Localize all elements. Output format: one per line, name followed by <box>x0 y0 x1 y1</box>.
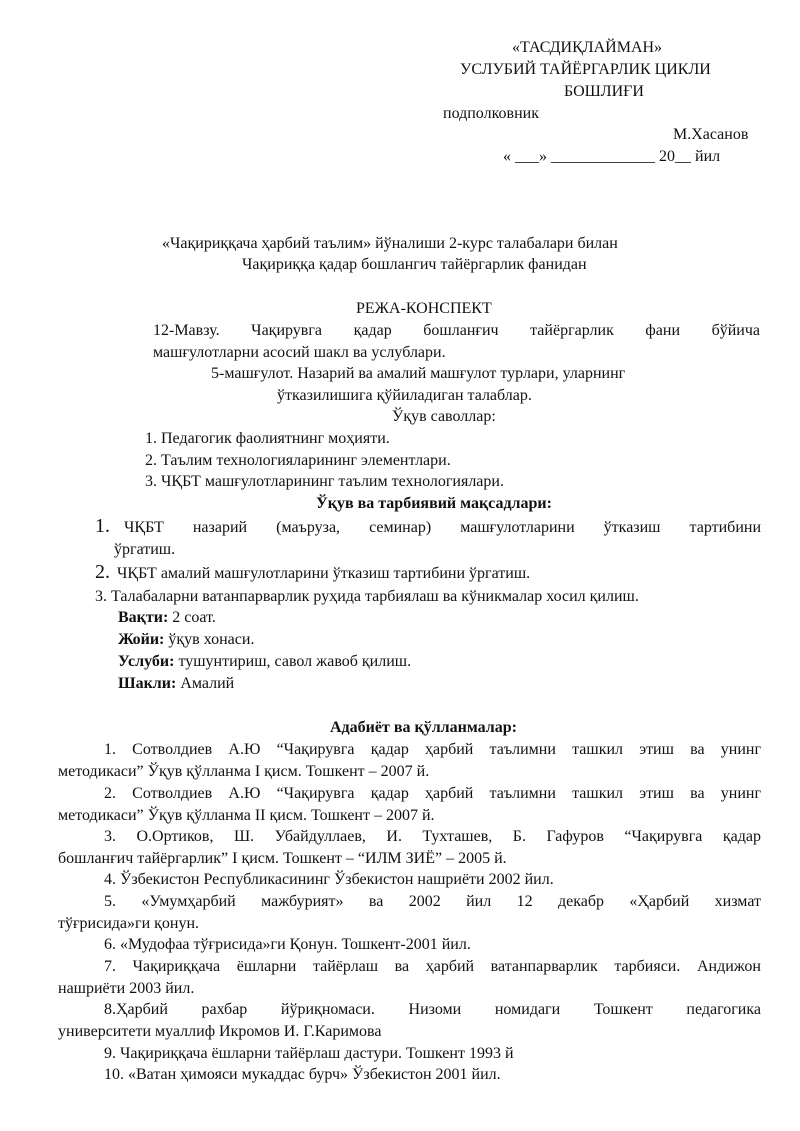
detail-time <box>118 607 216 629</box>
goal-2-text: ЧҚБТ амалий машғулотларини ўтказиш тартибини ўргатиш. <box>117 565 531 582</box>
intro-line2: Чақириққа қадар бошлангич тайёргарлик фанидан <box>242 256 587 273</box>
goal-1-line1: ЧҚБТ назарий (маъруза, семинар) машғулотларини ўтказиш тартибини <box>124 519 761 536</box>
approval-rank: подполковник <box>443 105 539 122</box>
topic-line1: 12-Мавзу. Чақирувга қадар бошланғич тайёргарлик фани бўйича <box>153 322 760 339</box>
plan-title: РЕЖА-КОНСПЕКТ <box>356 300 492 317</box>
approval-date: « ___» _____________ 20__ йил <box>503 148 721 165</box>
goal-1-number: 1. <box>95 515 110 537</box>
questions-title: Ўқув саволлар: <box>392 408 496 425</box>
literature-item-7-line2: нашриёти 2003 йил. <box>58 980 195 997</box>
goals-title: Ўқув ва тарбиявий мақсадлари: <box>316 495 552 512</box>
detail-form <box>118 673 234 695</box>
detail-method <box>118 651 411 673</box>
approval-position-line1: УСЛУБИЙ ТАЙЁРГАРЛИК ЦИКЛИ <box>460 61 711 78</box>
literature-item-10: 10. «Ватан ҳимояси мукаддас бурч» Ўзбекистон 2001 йил. <box>104 1066 501 1083</box>
detail-value: 2 соат. <box>168 609 216 626</box>
approval-position-line2: БОШЛИҒИ <box>564 83 644 100</box>
goal-3-text: 3. Талабаларни ватанпарварлик руҳида тарбиялаш ва кўникмалар хосил қилиш. <box>95 588 639 605</box>
lesson-line1: 5-машғулот. Назарий ва амалий машғулот турлари, уларнинг <box>211 365 626 382</box>
literature-item-9: 9. Чақириққача ёшларни тайёрлаш дастури. Тошкент 1993 й <box>104 1045 514 1062</box>
lesson-line2: ўтказилишига қўйиладиган талаблар. <box>277 387 532 404</box>
literature-item-8-line1: 8.Ҳарбий рахбар йўриқномаси. Низоми номидаги Тошкент педагогика <box>104 1001 761 1018</box>
literature-item-5-line1: 5. «Умумҳарбий мажбурият» ва 2002 йил 12 декабр «Ҳарбий хизмат <box>104 893 761 910</box>
question-item: 3. ЧҚБТ машғулотларининг таълим технологиялари. <box>145 473 504 490</box>
literature-item-3-line2: бошланғич тайёргарлик” I қисм. Тошкент – “ИЛМ ЗИЁ” – 2005 й. <box>58 850 507 867</box>
literature-item-1-line1: 1. Сотволдиев А.Ю “Чақирувга қадар ҳарбий таълимни ташкил этиш ва унинг <box>104 741 761 758</box>
goal-2-number: 2. <box>95 561 110 583</box>
literature-item-5-line2: тўғрисида»ги қонун. <box>58 915 200 932</box>
literature-item-2-line2: методикаси” Ўқув қўлланма II қисм. Тошкент – 2007 й. <box>58 807 435 824</box>
goal-1-line2: ўргатиш. <box>114 541 176 558</box>
detail-value: ўқув хонаси. <box>164 631 255 648</box>
question-item: 2. Таълим технологияларининг элементлари. <box>145 452 451 469</box>
approval-title: «ТАСДИҚЛАЙМАН» <box>512 39 663 56</box>
detail-label: Вақти: <box>118 609 169 626</box>
literature-item-2-line1: 2. Сотволдиев А.Ю “Чақирувга қадар ҳарбий таълимни ташкил этиш ва унинг <box>104 785 761 802</box>
question-item: 1. Педагогик фаолиятнинг моҳияти. <box>145 430 390 447</box>
detail-value: Амалий <box>176 675 235 692</box>
detail-label: Шакли: <box>118 675 177 692</box>
literature-item-6: 6. «Мудофаа тўғрисида»ги Қонун. Тошкент-2001 йил. <box>104 936 471 953</box>
intro-line1: «Чақириққача ҳарбий таълим» йўналиши 2-курс талабалари билан <box>162 235 618 252</box>
literature-item-1-line2: методикаси” Ўқув қўлланма I қисм. Тошкент – 2007 й. <box>58 763 430 780</box>
approval-name: М.Хасанов <box>673 126 749 143</box>
detail-label: Услуби: <box>118 653 175 670</box>
topic-line2: машғулотларни асосий шакл ва услублари. <box>153 344 446 361</box>
literature-item-3-line1: 3. О.Ортиков, Ш. Убайдуллаев, И. Тухташев, Б. Гафуров “Чақирувга қадар <box>104 828 761 845</box>
detail-place <box>118 629 254 651</box>
detail-value: тушунтириш, савол жавоб қилиш. <box>174 653 412 670</box>
detail-label: Жойи: <box>118 631 165 648</box>
literature-title: Адабиёт ва қўлланмалар: <box>330 719 517 736</box>
literature-item-7-line1: 7. Чақириққача ёшларни тайёрлаш ва ҳарбий ватанпарварлик тарбияси. Андижон <box>104 958 761 975</box>
literature-item-8-line2: университети муаллиф Икромов И. Г.Каримова <box>58 1023 382 1040</box>
literature-item-4: 4. Ўзбекистон Республикасининг Ўзбекистон нашриёти 2002 йил. <box>104 871 554 888</box>
